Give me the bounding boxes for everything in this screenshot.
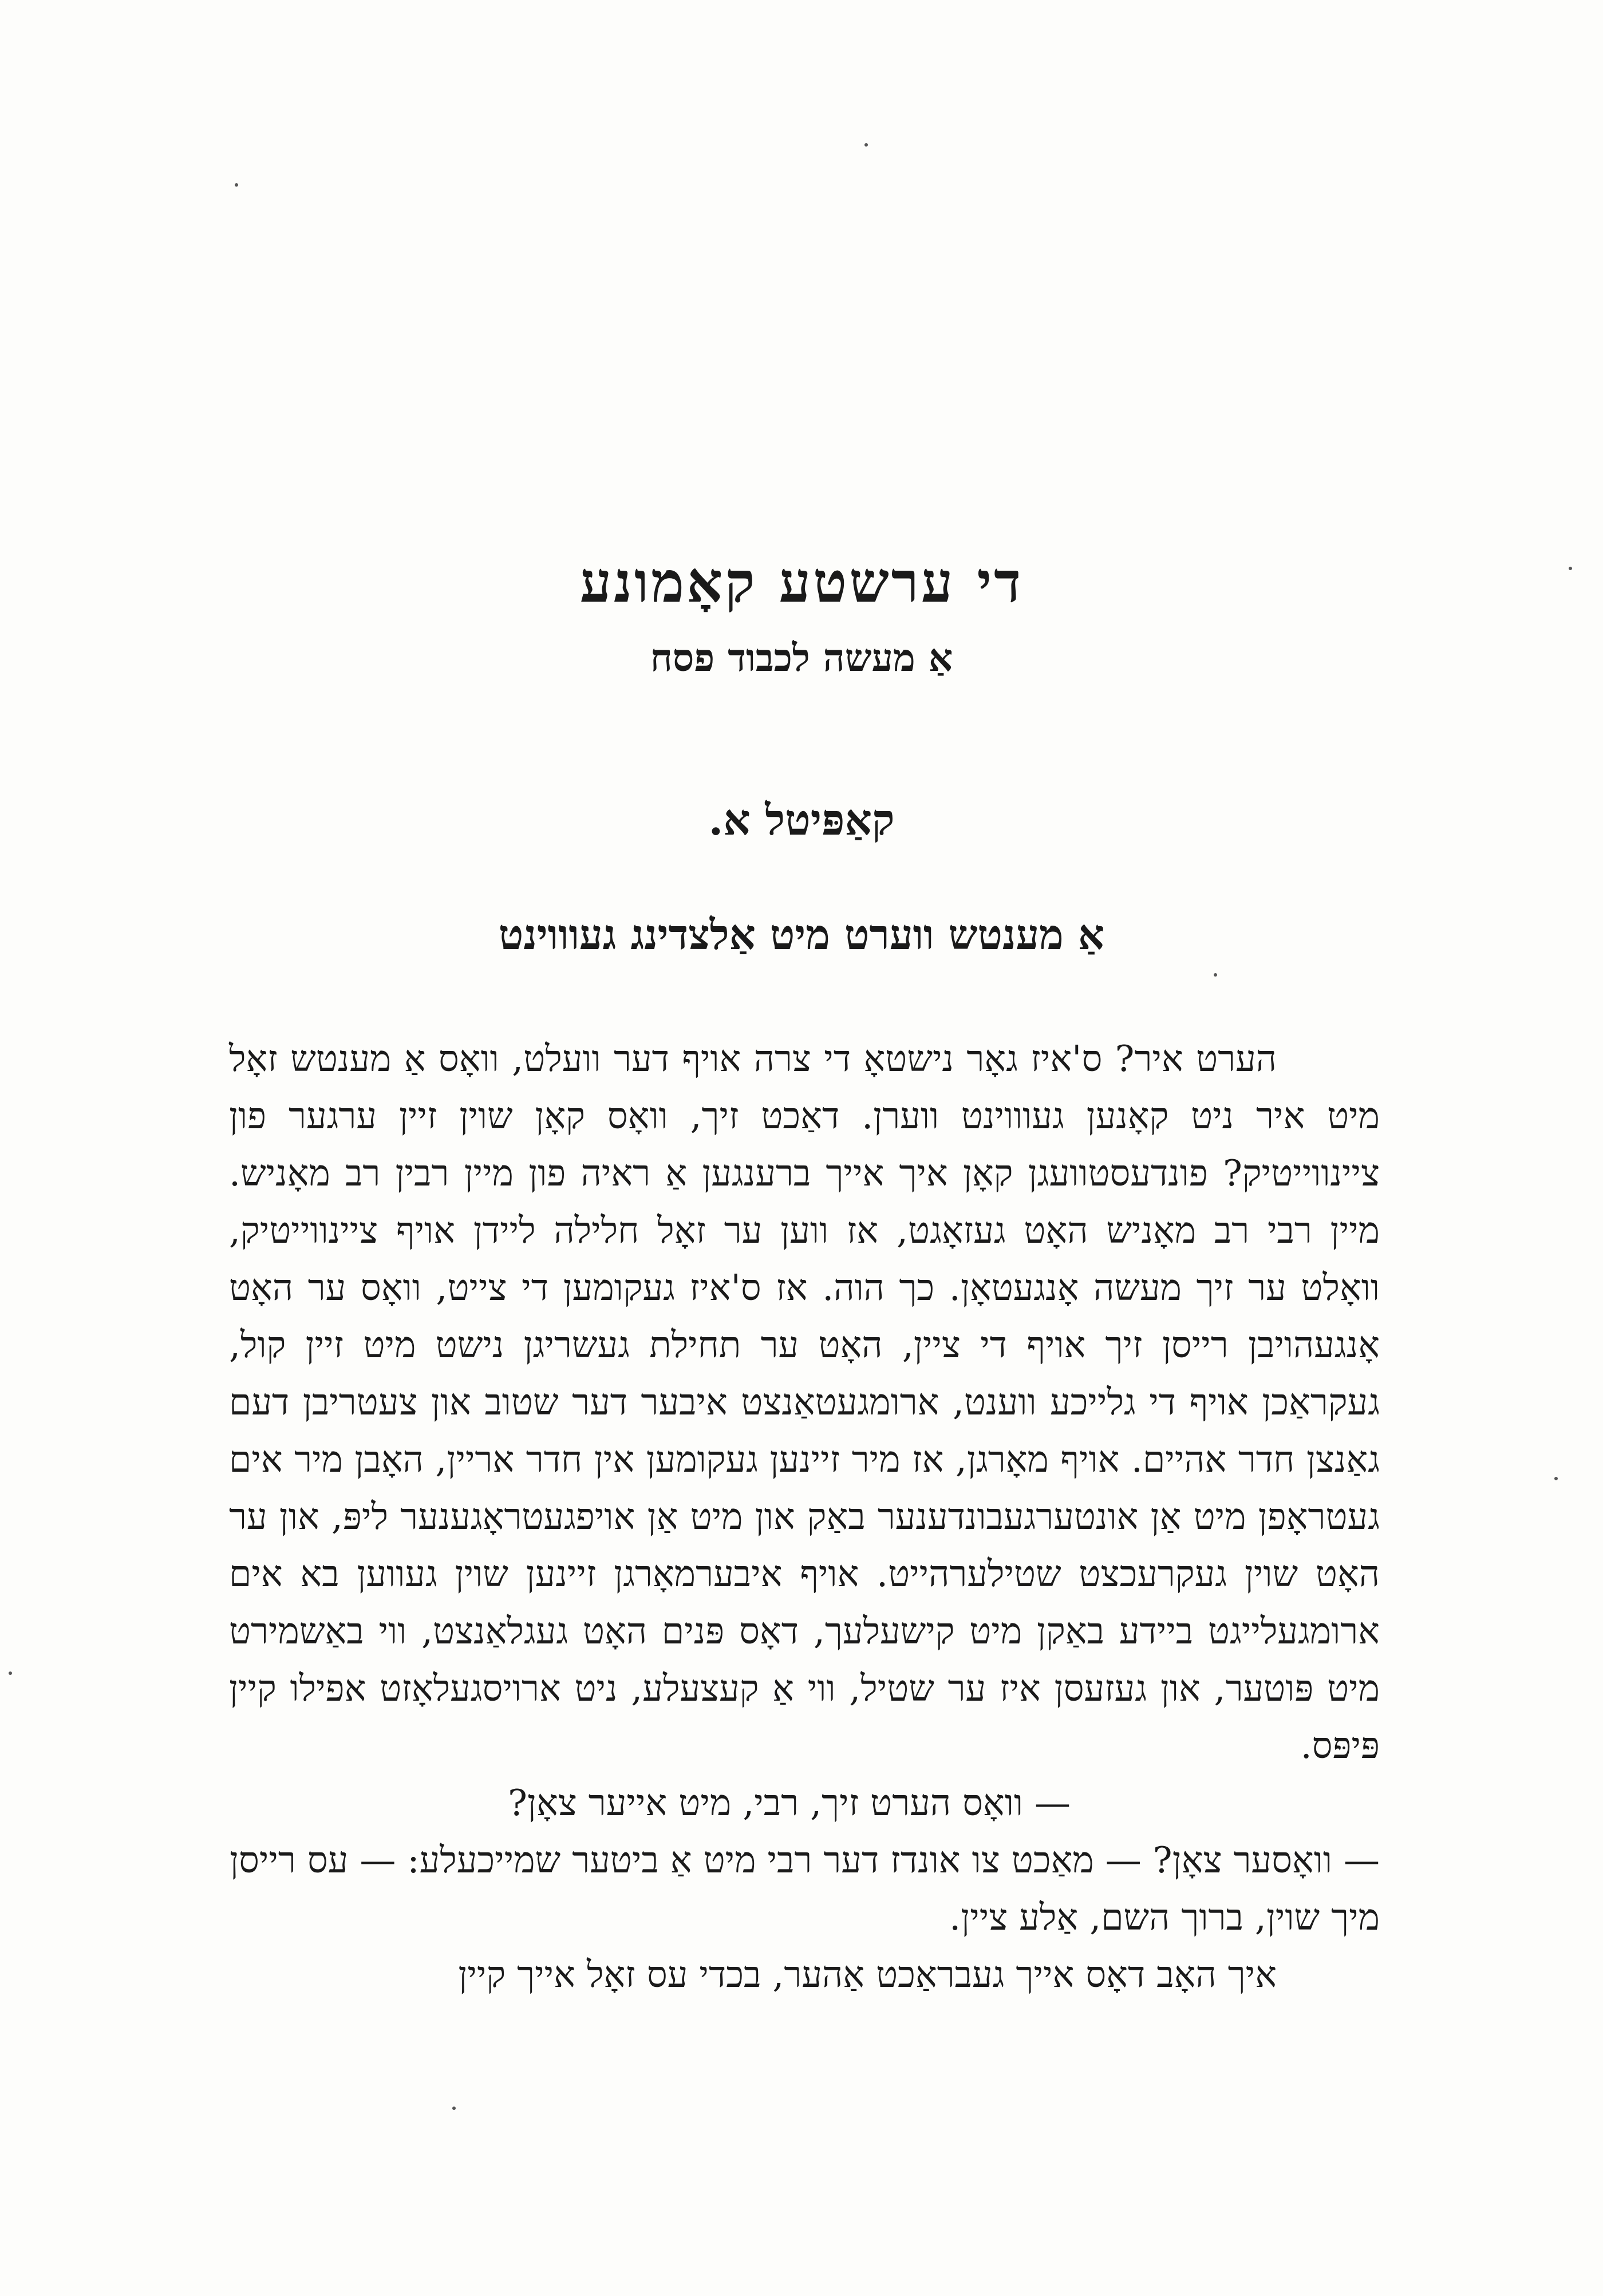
story-subtitle: אַ מעשה לכבוד פסח	[650, 635, 953, 680]
paper-speck	[235, 183, 238, 187]
paragraph: הערט איר? ס'איז גאָר נישטאָ די צרה אויף דער וועלט, וואָס אַ מענטש זאָל מיט איר ניט קאָנען געוווינט ווערן. דאַכט זיך, וואָס קאָן שוין זיין ערגער פון ציינווייטיק? פונדעסטוועגן קאָן איך אייך ברענגען אַ ראיה פון מיין רבין רב מאָניש. מיין רבי רב מאָניש האָט געזאָגט, אז ווען ער זאָל חלילה ליידן אויף ציינווייטיק, וואָלט ער זיך מעשה אָנגעטאָן. כך הוה. אז ס'איז געקומען די צייט, וואָס ער האָט אָנגעהויבן רייסן זיך אויף די ציין, האָט ער תחילת געשריגן נישט מיט זיין קול, געקראַכן אויף די גלייכע ווענט, ארומגעטאַנצט איבער דער שטוב און צעטריבן דעם גאַנצן חדר אהיים. אויף מאָרגן, אז מיר זיינען געקומען אין חדר אריין, האָבן מיר אים געטראָפן מיט אַן אונטערגעבונדענער באַק און מיט אַן אויפגעטראָגענער ליפּ, און ער האָט שוין געקרעכצט שטילערהייט. אויף איבערמאָרגן זיינען שוין געווען בא אים ארומגעלייגט ביידע באַקן מיט קישעלעך, דאָס פּנים האָט געגלאַנצט, ווי באַשמירט מיט פּוטער, און געזעסן איז ער שטיל, ווי אַ קעצעלע, ניט ארויסגעלאָזט אפילו קיין פּיפּס.	[229, 1038, 1380, 1767]
paper-speck	[9, 1671, 12, 1675]
paragraph: איך האָב דאָס אייך געבראַכט אַהער, בכדי עס זאָל אייך קיין	[458, 1954, 1277, 1995]
paper-speck	[452, 2107, 456, 2110]
paper-speck	[1569, 567, 1572, 570]
chapter-heading: קאַפּיטל א.	[708, 796, 895, 845]
story-title: די ערשטע קאָמונע	[579, 550, 1024, 615]
paper-speck	[864, 143, 868, 147]
paper-speck	[1554, 1477, 1558, 1480]
body-text	[229, 1030, 1380, 2003]
dialog-line: — וואָס הערט זיך, רבי, מיט אייער צאָן?	[508, 1782, 1071, 1824]
dialog-line: — וואָסער צאָן? — מאַכט צו אונדז דער רבי מיט אַ ביטער שמייכעלע: — עס רייסן מיך שוין, ברוך השם, אַלע ציין.	[229, 1839, 1380, 1938]
paper-speck	[1214, 973, 1217, 977]
chapter-title: אַ מענטש ווערט מיט אַלצדינג געוווינט	[498, 910, 1105, 959]
